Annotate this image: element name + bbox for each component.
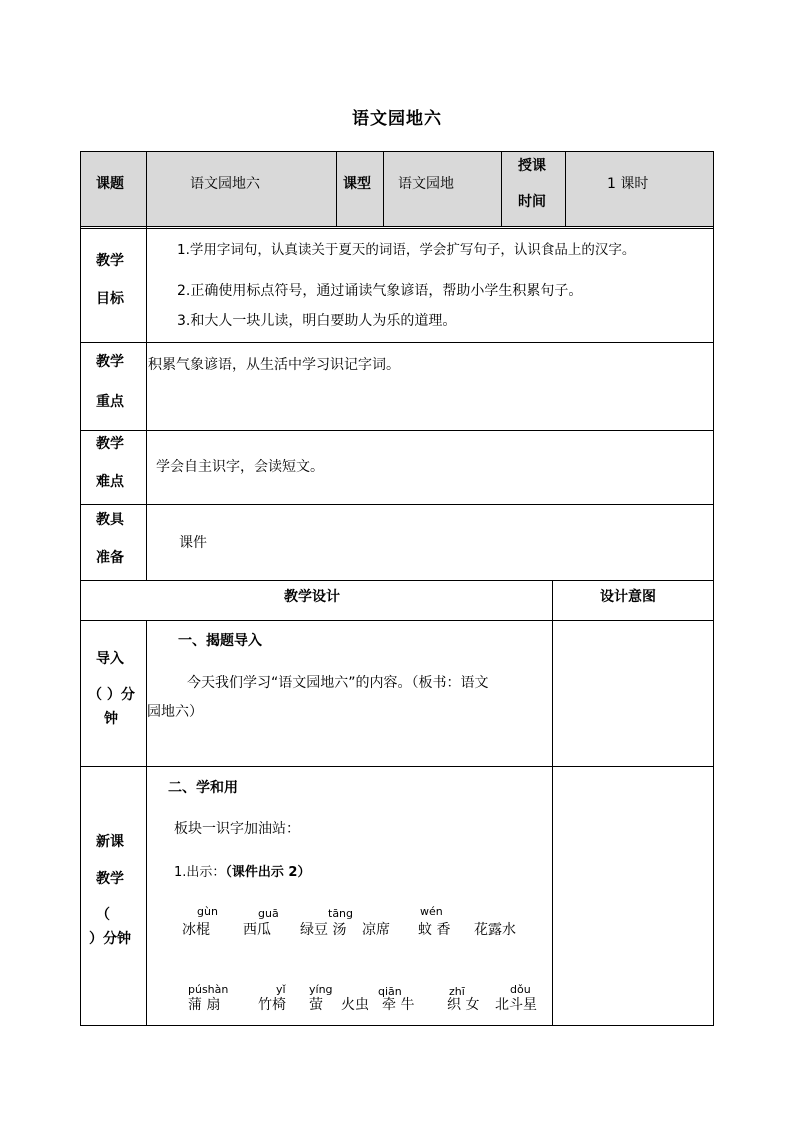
word: 火虫 — [341, 997, 369, 1013]
pinyin: gùn — [197, 905, 218, 918]
pinyin: wén — [420, 905, 443, 918]
design-header: 教学设计 — [284, 589, 340, 605]
new-lesson-label-line2: 教学 — [96, 871, 124, 887]
word: 绿豆 汤 — [300, 922, 347, 938]
new-lesson-label-line1: 新课 — [96, 834, 124, 850]
word: 蚊 香 — [418, 922, 451, 938]
page-title: 语文园地六 — [352, 109, 442, 129]
word: 凉席 — [362, 922, 390, 938]
pinyin: yíng — [309, 983, 333, 996]
new-lesson-label-line4: ）分钟 — [89, 931, 131, 947]
type-value: 语文园地 — [398, 176, 454, 192]
pinyin: guā — [258, 907, 279, 920]
time-value: 1 课时 — [607, 176, 649, 192]
time-label-line1: 授课 — [518, 158, 546, 174]
topic-label: 课题 — [96, 176, 124, 192]
show-line — [174, 861, 310, 880]
intro-label-line1: 导入 — [96, 651, 124, 667]
time-label-line2: 时间 — [518, 194, 546, 210]
word: 萤 — [309, 997, 323, 1013]
goal-item-3: 3.和大人一块儿读，明白要助人为乐的道理。 — [177, 313, 457, 329]
tools-label-line1: 教具 — [96, 512, 124, 528]
goals-label-line2: 目标 — [96, 291, 124, 307]
difficulty-label-line1: 教学 — [96, 436, 124, 452]
word: 织 女 — [447, 997, 480, 1013]
intro-line-2: 园地六） — [147, 704, 203, 720]
word: 冰棍 — [182, 922, 210, 938]
pinyin: qiān — [378, 985, 402, 998]
show-bold: （课件出示 2） — [225, 865, 311, 880]
tools-label-line2: 准备 — [96, 550, 124, 566]
intro-label-line2: （ ）分 — [88, 687, 135, 703]
goals-label-line1: 教学 — [96, 253, 124, 269]
goal-item-2: 2.正确使用标点符号，通过诵读气象谚语，帮助小学生积累句子。 — [177, 283, 583, 299]
topic-value: 语文园地六 — [190, 176, 260, 192]
pinyin: dǒu — [510, 983, 531, 996]
intro-line-1: 今天我们学习“语文园地六”的内容。（板书：语文 — [187, 675, 489, 691]
word: 牵 牛 — [382, 997, 415, 1013]
difficulty-label-line2: 难点 — [96, 474, 124, 490]
difficulty-text: 学会自主识字，会读短文。 — [156, 459, 324, 475]
goal-item-1: 1.学用字词句，认真读关于夏天的词语，学会扩写句子，认识食品上的汉字。 — [177, 242, 636, 258]
pinyin: púshàn — [188, 983, 229, 996]
show-prefix: 1.出示： — [174, 865, 226, 880]
word: 竹椅 — [258, 997, 286, 1013]
lesson-plan-table — [80, 151, 714, 1026]
intro-label-line3: 钟 — [104, 711, 118, 727]
pinyin: tāng — [328, 907, 354, 920]
pinyin: zhī — [449, 985, 465, 998]
word: 西瓜 — [243, 922, 271, 938]
focus-label-line1: 教学 — [96, 354, 124, 370]
pinyin: yǐ — [276, 983, 286, 996]
word: 花露水 — [474, 922, 516, 938]
focus-text: 积累气象谚语，从生活中学习识记字词。 — [148, 357, 400, 373]
new-lesson-heading: 二、学和用 — [168, 780, 238, 796]
word: 北斗星 — [495, 997, 537, 1013]
new-lesson-sub: 板块一识字加油站： — [174, 821, 300, 837]
intro-heading: 一、揭题导入 — [178, 633, 262, 649]
new-lesson-label-line3: （ — [96, 907, 110, 923]
word: 蒲 扇 — [188, 997, 221, 1013]
focus-label-line2: 重点 — [96, 394, 124, 410]
type-label: 课型 — [343, 176, 371, 192]
intent-header: 设计意图 — [600, 589, 656, 605]
tools-text: 课件 — [179, 535, 207, 551]
